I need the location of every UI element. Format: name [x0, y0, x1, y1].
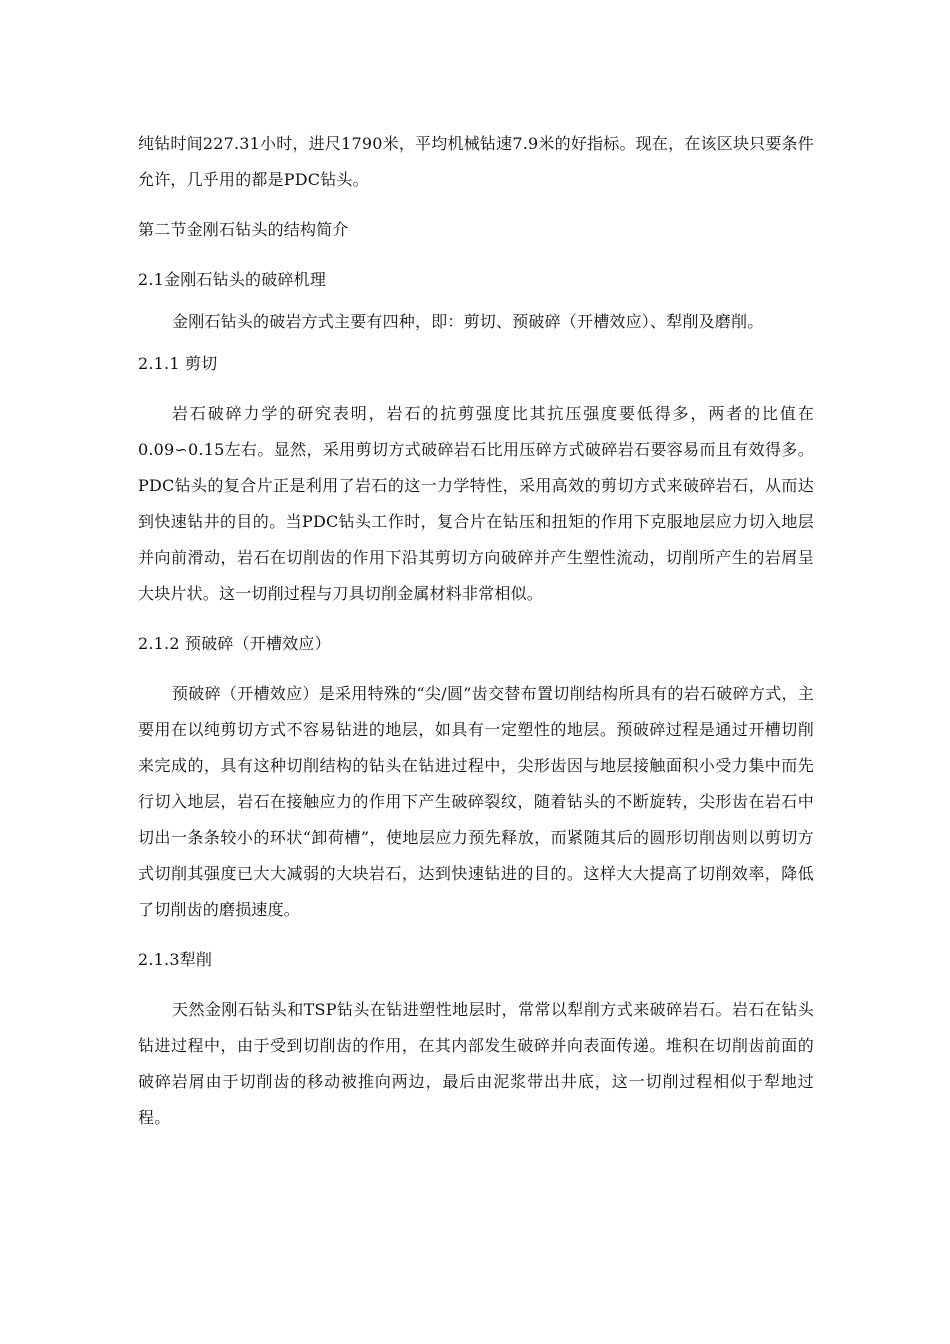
- subsection-2-1-3-heading: 2.1.3犁削: [138, 950, 213, 969]
- paragraph-ploughing: 天然金刚石钻头和TSP钻头在钻进塑性地层时，常常以犁削方式来破碎岩石。岩石在钻头钻进过程中，由于受到切削齿的作用，在其内部发生破碎并向表面传递。堆积在切削齿前面的破碎岩屑由于切削齿的移动被推向两边，最后由泥浆带出井底，这一切削过程相似于犁地过程。: [138, 1000, 814, 1127]
- paragraph-shearing: 岩石破碎力学的研究表明，岩石的抗剪强度比其抗压强度要低得多，两者的比值在0.09∽0.15左右。显然，采用剪切方式破碎岩石比用压碎方式破碎岩石要容易而且有效得多。PDC钻头的复合片正是利用了岩石的这一力学特性，采用高效的剪切方式来破碎岩石，从而达到快速钻井的目的。当PDC钻头工作时，复合片在钻压和扭矩的作用下克服地层应力切入地层并向前滑动，岩石在切削齿的作用下沿其剪切方向破碎并产生塑性流动，切削所产生的岩屑呈大块片状。这一切削过程与刀具切削金属材料非常相似。: [138, 404, 814, 603]
- subsection-2-1-2-heading: 2.1.2 预破碎（开槽效应）: [138, 634, 331, 653]
- paragraph-rock-breaking-modes: 金刚石钻头的破岩方式主要有四种，即：剪切、预破碎（开槽效应）、犁削及磨削。: [172, 312, 764, 331]
- section-title: 第二节金刚石钻头的结构简介: [138, 220, 349, 239]
- paragraph-drilling-record: 纯钻时间227.31小时，进尺1790米，平均机械钻速7.9米的好指标。现在，在该区块只要条件允许，几乎用的都是PDC钻头。: [138, 134, 814, 189]
- subsection-2-1-1-heading: 2.1.1 剪切: [138, 354, 218, 373]
- document-body: [138, 126, 814, 1136]
- paragraph-pre-breaking: 预破碎（开槽效应）是采用特殊的“尖/圆”齿交替布置切削结构所具有的岩石破碎方式，主要用在以纯剪切方式不容易钻进的地层，如具有一定塑性的地层。预破碎过程是通过开槽切削来完成的，具有这种切削结构的钻头在钻进过程中，尖形齿因与地层接触面积小受力集中而先行切入地层，岩石在接触应力的作用下产生破碎裂纹，随着钻头的不断旋转，尖形齿在岩石中切出一条条较小的环状“卸荷槽”，使地层应力预先释放，而紧随其后的圆形切削齿则以剪切方式切削其强度已大大减弱的大块岩石，达到快速钻进的目的。这样大大提高了切削效率，降低了切削齿的磨损速度。: [138, 684, 814, 919]
- subsection-2-1-heading: 2.1金刚石钻头的破碎机理: [138, 270, 327, 289]
